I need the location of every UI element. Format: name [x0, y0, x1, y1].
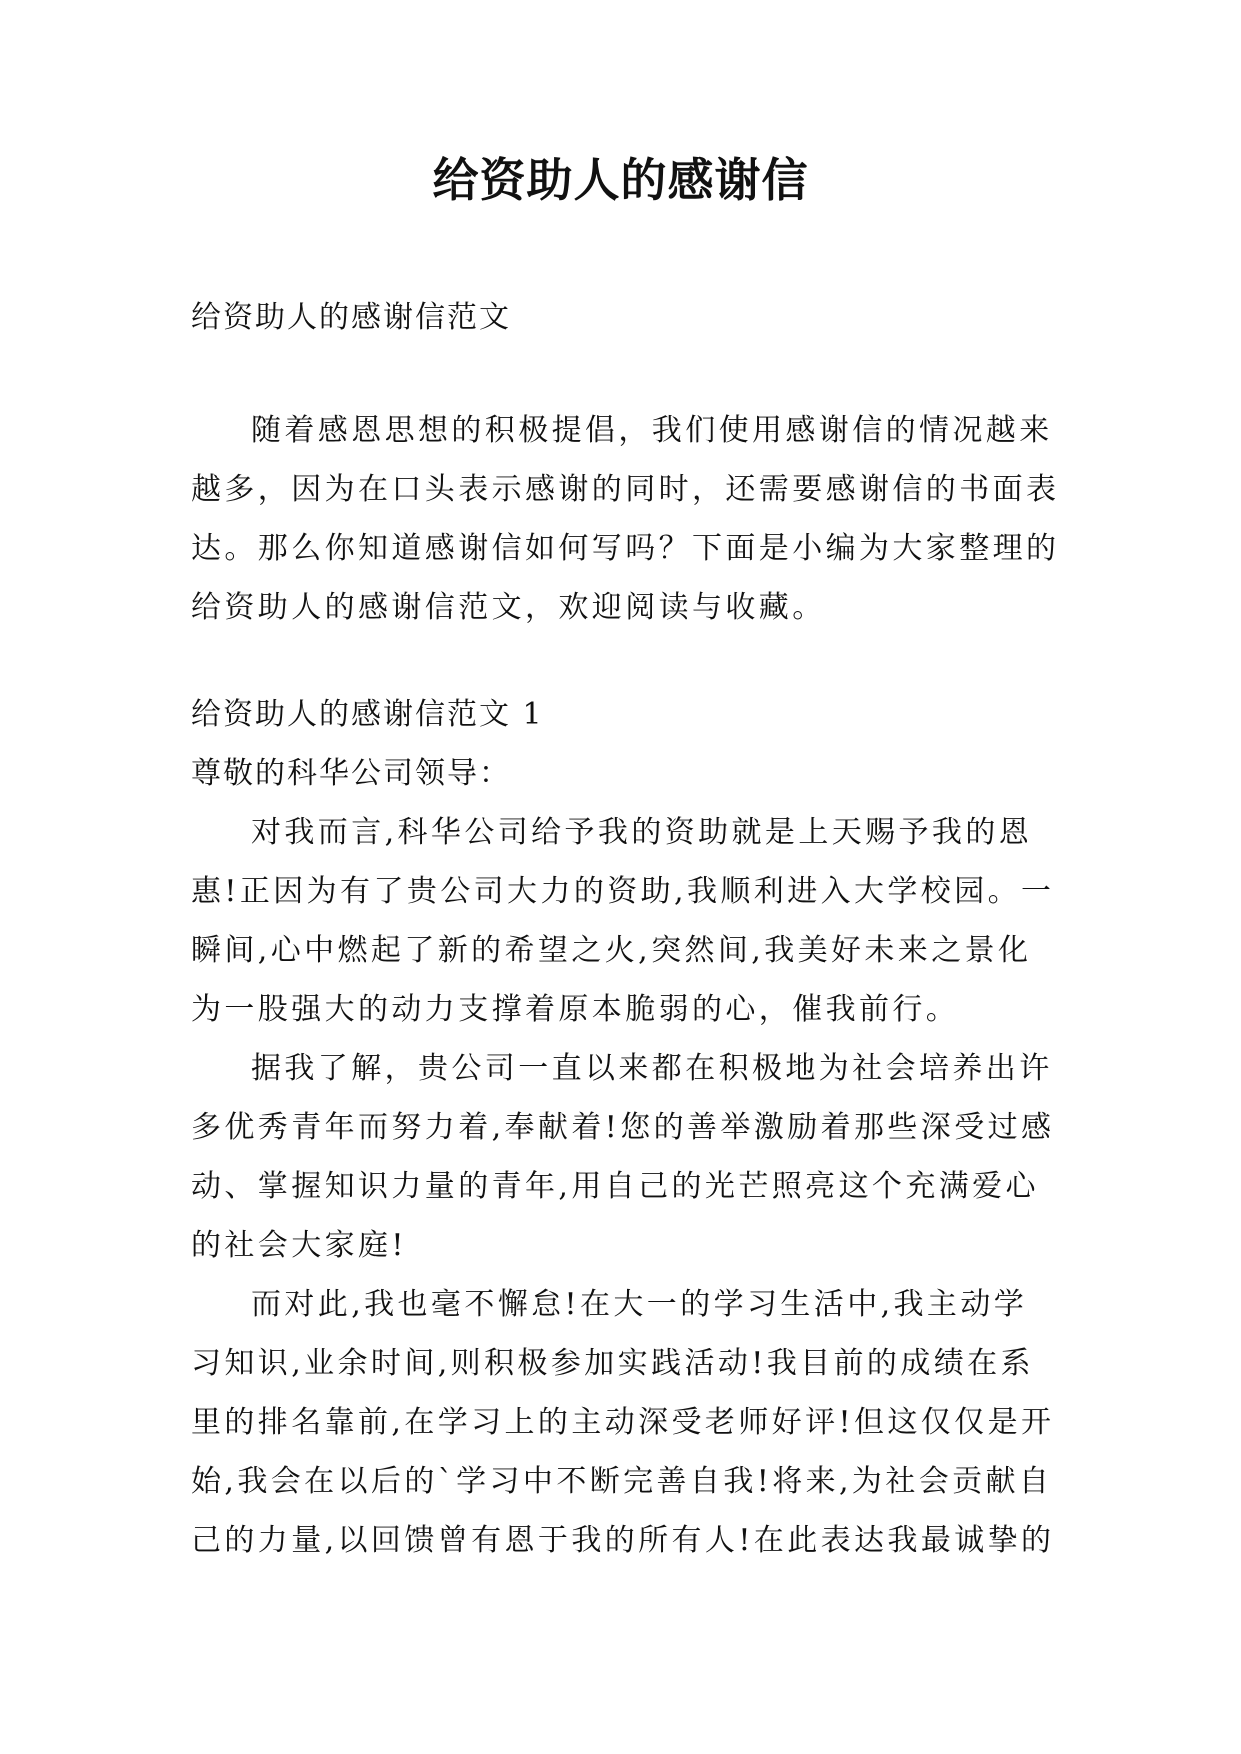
intro-line: 给资助人的感谢信范文，欢迎阅读与收藏。	[191, 590, 826, 625]
paragraph-line: 动、掌握知识力量的青年,用自己的光芒照亮这个充满爱心	[191, 1169, 1039, 1204]
intro-line: 达。那么你知道感谢信如何写吗？下面是小编为大家整理的	[191, 531, 1060, 566]
paragraph-line: 为一股强大的动力支撑着原本脆弱的心，催我前行。	[191, 992, 960, 1027]
section-heading: 给资助人的感谢信范文 1	[191, 697, 544, 732]
paragraph-line: 始,我会在以后的`学习中不断完善自我!将来,为社会贡献自	[191, 1464, 1053, 1499]
paragraph-line: 里的排名靠前,在学习上的主动深受老师好评!但这仅仅是开	[191, 1405, 1055, 1440]
paragraph-line: 瞬间,心中燃起了新的希望之火,突然间,我美好未来之景化	[191, 933, 1032, 968]
paragraph-line: 对我而言,科华公司给予我的资助就是上天赐予我的恩	[251, 815, 1033, 850]
paragraph-line: 而对此,我也毫不懈怠!在大一的学习生活中,我主动学	[251, 1287, 1028, 1322]
paragraph-line: 多优秀青年而努力着,奉献着!您的善举激励着那些深受过感	[191, 1110, 1055, 1145]
document-subtitle	[191, 288, 1061, 347]
document-title: 给资助人的感谢信	[432, 153, 809, 207]
salutation: 尊敬的科华公司领导：	[191, 756, 511, 791]
paragraph-line: 据我了解，贵公司一直以来都在积极地为社会培养出许	[251, 1051, 1053, 1086]
letter-body	[191, 685, 1061, 1570]
paragraph-line: 习知识,业余时间,则积极参加实践活动!我目前的成绩在系	[191, 1346, 1034, 1381]
intro-line: 随着感恩思想的积极提倡，我们使用感谢信的情况越来	[251, 413, 1053, 448]
letter-paragraph-1	[191, 803, 1061, 1039]
paragraph-line: 惠!正因为有了贵公司大力的资助,我顺利进入大学校园。一	[191, 874, 1055, 909]
letter-paragraph-2	[191, 1039, 1061, 1275]
subtitle-text: 给资助人的感谢信范文	[191, 300, 511, 335]
intro-line: 越多，因为在口头表示感谢的同时，还需要感谢信的书面表	[191, 472, 1060, 507]
intro-paragraph	[191, 401, 1061, 637]
letter-paragraph-3	[191, 1275, 1061, 1570]
paragraph-line: 己的力量,以回馈曾有恩于我的所有人!在此表达我最诚挚的	[191, 1523, 1055, 1558]
paragraph-line: 的社会大家庭!	[191, 1228, 407, 1263]
